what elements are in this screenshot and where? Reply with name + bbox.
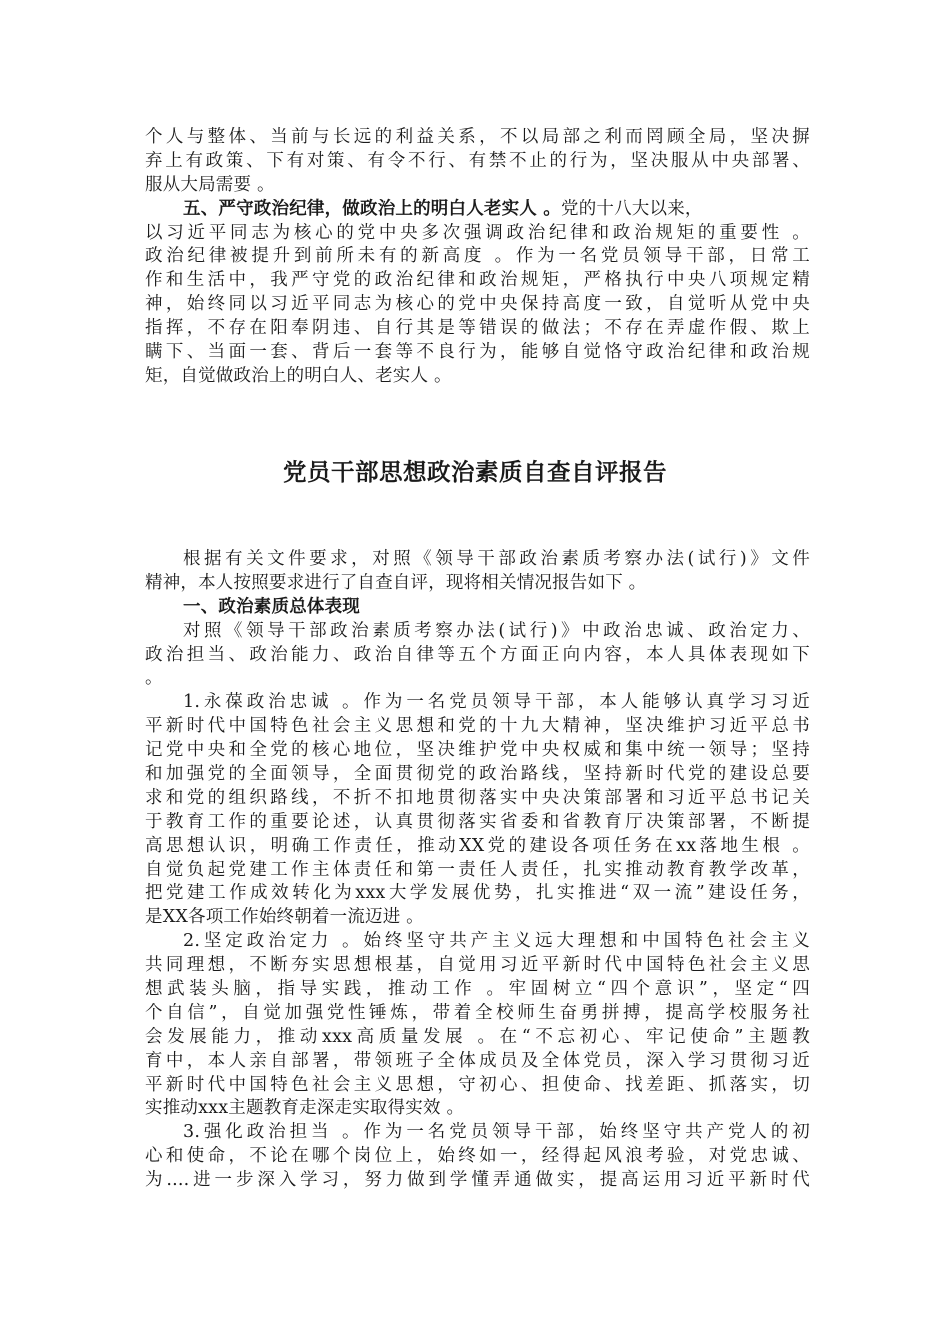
text-line: 政治纪律被提升到前所未有的新高度 。作为一名党员领导干部，日常工 [145,246,810,267]
text-line: 个自信”，自觉加强党性锤炼，带着全校师生奋勇拼搏，提高学校服务社 [145,1002,810,1023]
text-line: 对照《领导干部政治素质考察办法(试行)》中政治忠诚、政治定力、 [183,620,810,641]
text-line: 育中，本人亲自部署，带领班子全体成员及全体党员，深入学习贯彻习近 [145,1050,810,1071]
text-line: 政治担当、政治能力、政治自律等五个方面正向内容，本人具体表现如下 [145,644,810,665]
text-line: 和加强党的全面领导，全面贯彻党的政治路线，坚持新时代党的建设总要 [145,764,810,785]
text-line: 。 [145,668,163,689]
text-line: 个人与整体、当前与长远的利益关系，不以局部之利而罔顾全局，坚决摒 [145,127,810,147]
text-line: 是XX各项工作始终朝着一流迈进 。 [145,907,424,928]
text-line: 1.永葆政治忠诚 。作为一名党员领导干部，本人能够认真学习习近 [183,692,810,713]
text-line: 矩，自觉做政治上的明白人、老实人 。 [145,365,452,386]
text-line: 共同理想，不断夯实思想根基，自觉用习近平新时代中国特色社会主义思 [145,955,810,976]
text-line: 以习近平同志为核心的党中央多次强调政治纪律和政治规矩的重要性 。 [145,222,810,243]
text-line: 自觉负起党建工作主体责任和第一责任人责任，扎实推动教育教学改革， [145,859,810,880]
previous-section [145,126,810,389]
text-line: 平新时代中国特色社会主义思想和党的十九大精神，坚决维护习近平总书 [145,716,810,737]
document-title: 党员干部思想政治素质自查自评报告 [283,458,667,486]
text-line: 为....进一步深入学习，努力做到学懂弄通做实，提高运用习近平新时代 [145,1170,810,1191]
text-line: 平新时代中国特色社会主义思想，守初心、担使命、找差距、抓落实，切 [145,1074,810,1095]
point-five-first-line [145,198,810,222]
text-line: 于教育工作的重要论述，认真贯彻落实省委和省教育厅决策部署，不断提 [145,811,810,832]
text-line: 精神，本人按照要求进行了自查自评，现将相关情况报告如下 。 [145,572,647,593]
text-line: 把党建工作成效转化为xxx大学发展优势，扎实推进“双一流”建设任务， [145,883,810,904]
text-line: 实推动xxx主题教育走深走实取得实效 。 [145,1098,465,1119]
text-line: 作和生活中，我严守党的政治纪律和政治规矩，严格执行中央八项规定精 [145,270,810,291]
text-line: 指挥，不存在阳奉阴违、自行其是等错误的做法；不存在弄虚作假、欺上 [145,318,810,339]
report-body [145,548,810,1193]
text-line: 根据有关文件要求，对照《领导干部政治素质考察办法(试行)》文件 [183,549,810,569]
text-line: 弃上有政策、下有对策、有令不行、有禁不止的行为，坚决服从中央部署、 [145,150,810,171]
text-line: 记党中央和全党的核心地位，坚决维护党中央权威和集中统一领导；坚持 [145,740,810,761]
text-line: 心和使命，不论在哪个岗位上，始终如一，经得起风浪考验，对党忠诚、 [145,1146,810,1167]
text-line: 神，始终同以习近平同志为核心的党中央保持高度一致，自觉听从党中央 [145,294,810,315]
text-line: 服从大局需要 。 [145,174,275,195]
text-line: 2.坚定政治定力 。始终坚守共产主义远大理想和中国特色社会主义 [183,931,810,952]
point-five-heading: 五、严守政治纪律，做政治上的明白人老实人 。 [183,198,561,219]
text-line: 想武装头脑，指导实践，推动工作 。牢固树立“四个意识”，坚定“四 [145,979,810,1000]
text-line: 高思想认识，明确工作责任，推动XX党的建设各项任务在xx落地生根 。 [145,835,810,856]
text-span: 党的十八大以来， [561,198,703,219]
text-line: 会发展能力，推动xxx高质量发展 。在“不忘初心、牢记使命”主题教 [145,1026,810,1047]
text-line: 瞒下、当面一套、背后一套等不良行为，能够自觉恪守政治纪律和政治规 [145,342,810,363]
text-line: 3.强化政治担当 。作为一名党员领导干部，始终坚守共产党人的初 [183,1122,810,1143]
section-heading: 一、政治素质总体表现 [183,596,360,617]
text-line: 求和党的组织路线，不折不扣地贯彻落实中央决策部署和习近平总书记关 [145,787,810,808]
